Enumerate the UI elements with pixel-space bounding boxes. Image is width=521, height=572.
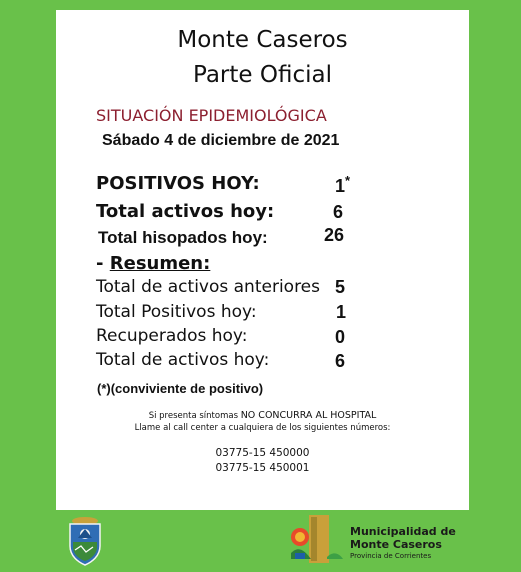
positivos-label: POSITIVOS HOY: bbox=[96, 173, 260, 194]
municipality-logo-icon bbox=[289, 513, 345, 572]
resumen-row-value: 5 bbox=[335, 277, 346, 297]
municipality-line2: Monte Caseros bbox=[350, 538, 442, 551]
page-subtitle: Parte Oficial bbox=[193, 62, 332, 88]
positivos-asterisk: * bbox=[345, 173, 351, 188]
positivos-number: 1 bbox=[335, 176, 346, 196]
activos-label: Total activos hoy: bbox=[96, 201, 275, 222]
positivos-value bbox=[335, 173, 350, 197]
activos-value: 6 bbox=[333, 202, 344, 222]
hisopados-label: Total hisopados hoy: bbox=[98, 228, 268, 247]
instructions-prefix: Si presenta síntomas bbox=[148, 411, 241, 421]
phone-number: 03775-15 450001 bbox=[215, 462, 310, 474]
instructions-warning: NO CONCURRA AL HOSPITAL bbox=[240, 410, 377, 421]
resumen-dash: - bbox=[96, 253, 110, 274]
footnote: (*)(conviviente de positivo) bbox=[97, 381, 264, 396]
crest-icon bbox=[66, 516, 104, 571]
instructions-line2: Llame al call center a cualquiera de los siguientes números: bbox=[134, 423, 391, 433]
resumen-row-label: Total de activos hoy: bbox=[96, 350, 270, 370]
resumen-row-value: 0 bbox=[335, 327, 346, 347]
municipality-province: Provincia de Corrientes bbox=[350, 552, 432, 560]
phone-number: 03775-15 450000 bbox=[215, 447, 310, 459]
hisopados-value: 26 bbox=[324, 225, 345, 245]
instructions-line1 bbox=[56, 410, 469, 421]
resumen-row-label: Total de activos anteriores bbox=[96, 277, 320, 297]
page-title: Monte Caseros bbox=[177, 27, 348, 53]
municipality-name bbox=[350, 525, 456, 561]
resumen-row-value: 1 bbox=[336, 302, 347, 322]
resumen-row-label: Total Positivos hoy: bbox=[96, 302, 257, 322]
resumen-row-label: Recuperados hoy: bbox=[96, 326, 248, 346]
resumen-label: Resumen: bbox=[109, 253, 211, 274]
municipality-line1: Municipalidad de bbox=[350, 525, 456, 538]
report-date: Sábado 4 de diciembre de 2021 bbox=[102, 132, 340, 149]
official-report-card bbox=[56, 10, 469, 510]
resumen-heading bbox=[96, 253, 210, 274]
section-title: SITUACIÓN EPIDEMIOLÓGICA bbox=[96, 106, 327, 125]
resumen-row-value: 6 bbox=[335, 351, 346, 371]
